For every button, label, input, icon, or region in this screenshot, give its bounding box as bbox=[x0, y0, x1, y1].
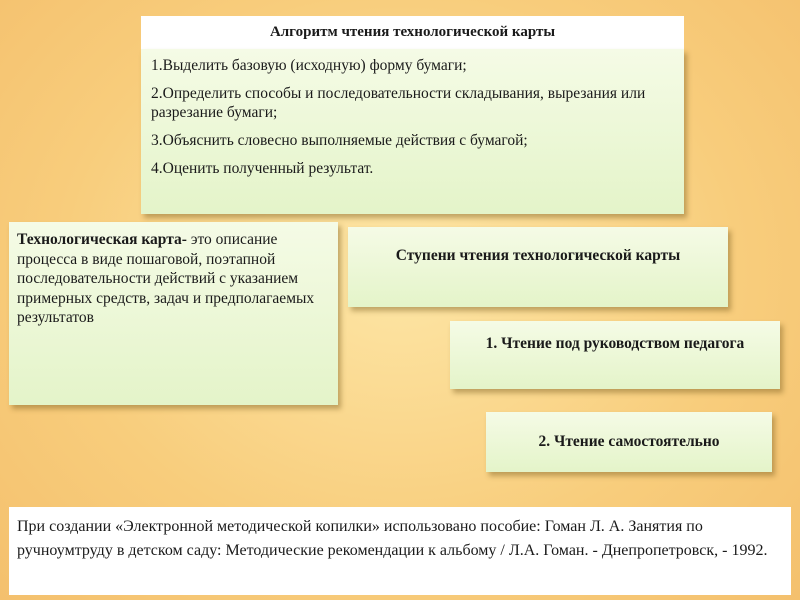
algorithm-step-4: 4.Оценить полученный результат. bbox=[151, 160, 374, 177]
stages-title: Ступени чтения технологической карты bbox=[395, 247, 681, 264]
algorithm-step-2: 2.Определить способы и последовательности складывания, вырезания или разрезание бумаги; bbox=[151, 85, 646, 121]
definition-term: Технологическая карта- bbox=[17, 231, 187, 248]
footnote-text: При создании «Электронной методической копилки» использовано пособие: Гоман Л. А. Занятия по ручноумтруду в детском саду: Методические рекомендации к альбому / Л.А. Гоман. - Днепропетровск, - 1992. bbox=[17, 518, 768, 559]
stage-2-text: 2. Чтение самостоятельно bbox=[538, 433, 720, 450]
algorithm-title: Алгоритм чтения технологической карты bbox=[141, 16, 684, 49]
definition-text: это описание процесса в виде пошаговой, поэтапной последовательности действий с указанием примерных средств, задач и предполагаемых результатов bbox=[17, 231, 315, 326]
algorithm-step-3: 3.Объяснить словесно выполняемые действия с бумагой; bbox=[151, 132, 528, 149]
stage-2-box bbox=[486, 412, 772, 472]
definition-box bbox=[9, 222, 338, 405]
algorithm-step-1: 1.Выделить базовую (исходную) форму бумаги; bbox=[151, 57, 467, 74]
stages-title-box bbox=[348, 227, 728, 307]
algorithm-steps-box bbox=[141, 49, 684, 214]
stage-1-box bbox=[450, 321, 780, 389]
source-footnote bbox=[9, 507, 791, 595]
stage-1-text: 1. Чтение под руководством педагога bbox=[485, 335, 745, 352]
